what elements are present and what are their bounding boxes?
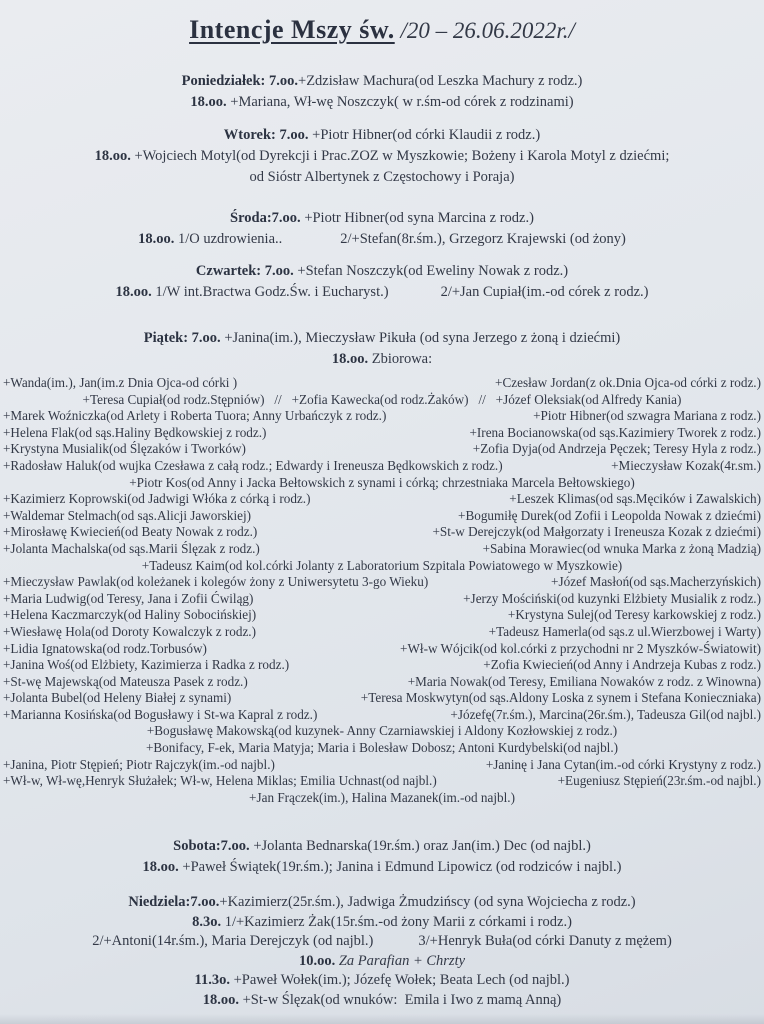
intention-text: +Tadeusz Kaim(od kol.córki Jolanty z Laboratorium Szpitala Powiatowego w Myszkowie) (141, 557, 623, 573)
intention-text-left: +Wł-w, Wł-wę,Henryk Służałek; Wł-w, Helena Miklas; Emilia Uchnast(od najbl.) (3, 773, 437, 789)
collective-intention-row (3, 707, 761, 724)
intention-text: +Paweł Świątek(19r.śm.); Janina i Edmund Lipowicz (od rodziców i najbl.) (178, 859, 622, 876)
intention-text: 1/+Kazimierz Żak(15r.śm.-od żony Marii z córkami i rodz.) (221, 913, 572, 930)
intention-text-left: +Jolanta Machalska(od sąs.Marii Ślęzak z rodz.) (3, 540, 260, 556)
time-label: 18.oo. (331, 351, 369, 367)
time-label: 18.oo. (138, 231, 175, 247)
saturday-schedule-line (0, 836, 764, 857)
intention-text: +Zdzisław Machura(od Leszka Machury z rodz.) (298, 73, 583, 89)
collective-intention-row (3, 740, 761, 757)
collective-intention-row (3, 790, 761, 807)
intention-text-right: +St-w Derejczyk(od Małgorzaty i Ireneusza Kozak z dziećmi) (432, 524, 761, 540)
time-label: 18.oo. (115, 284, 152, 300)
collective-intention-row (3, 591, 761, 608)
collective-intention-row (3, 757, 761, 774)
wednesday-schedule-line (0, 229, 764, 250)
intention-text-left: +Waldemar Stelmach(od sąs.Alicji Jaworskiej) (3, 507, 252, 523)
time-label: Poniedziałek: 7.oo. (181, 73, 299, 89)
time-label: Środa:7.oo. (230, 210, 301, 226)
intention-text: 1/O uzdrowienia.. (174, 231, 283, 247)
time-label: Czwartek: 7.oo. (195, 263, 294, 279)
intention-text: 3/+Henryk Buła(od córki Danuty z mężem) (418, 933, 672, 950)
spacer (282, 242, 340, 243)
time-label: Sobota:7.oo. (173, 838, 250, 855)
intention-text: +Paweł Wołek(im.); Józefę Wołek; Beata Lech (od najbl.) (229, 972, 570, 989)
intention-text-right: +Krystyna Sulej(od Teresy karkowskiej z rodz.) (507, 607, 761, 623)
intention-text-right: +Irena Bocianowska(od sąs.Kazimiery Tworek z rodz.) (469, 424, 761, 440)
day-block-tuesday (0, 125, 764, 188)
intention-text-right: +Bogumiłę Durek(od Zofii i Leopolda Nowak z dziećmi) (458, 507, 761, 523)
intention-text-right: +Józef Masłoń(od sąs.Macherzyńskich) (551, 574, 761, 590)
tuesday-schedule-line (0, 146, 764, 167)
intention-text: +Bonifacy, F-ek, Maria Matyja; Maria i Bolesław Dobosz; Antoni Kurdybelski(od najbl.) (145, 740, 619, 756)
tuesday-schedule-line (0, 125, 764, 146)
intention-text-left: +Wiesławę Hola(od Doroty Kowalczyk z rodz.) (3, 623, 256, 639)
intention-text: +Jan Frączek(im.), Halina Mazanek(im.-od najbl.) (249, 789, 515, 805)
intention-text: Za Parafian + Chrzty (335, 952, 466, 969)
weekday-schedule (0, 71, 764, 370)
intention-text-left: +Mieczysław Pawlak(od koleżanek i kolegów żony z Uniwersytetu 3-go Wieku) (3, 574, 429, 590)
intention-text: +St-w Ślęzak(od wnuków: Emila i Iwo z mamą Anną) (238, 991, 562, 1008)
intention-text-left: +Helena Flak(od sąs.Haliny Będkowskiej z rodz.) (3, 424, 267, 440)
monday-schedule-line (0, 71, 764, 92)
intention-text: 2/+Antoni(14r.śm.), Maria Derejczyk (od najbl.) (92, 933, 374, 950)
intention-text-left: +Mirosławę Kwiecień(od Beaty Nowak z rodz.) (3, 524, 258, 540)
intention-text-left: +Jolanta Bubel(od Heleny Białej z synami) (3, 690, 232, 706)
collective-intention-row (3, 558, 761, 575)
day-block-saturday (0, 836, 764, 878)
intention-text-left: +Helena Kaczmarczyk(od Haliny Sobocińskiej) (3, 607, 257, 623)
intention-text-right: +Eugeniusz Stępień(23r.śm.-od najbl.) (557, 773, 761, 789)
collective-intention-row (3, 641, 761, 658)
intention-text: +Piotr Hibner(od syna Marcina z rodz.) (300, 210, 534, 226)
collective-intention-row (3, 408, 761, 425)
time-label: 10.oo. (298, 952, 336, 969)
day-block-wednesday (0, 208, 764, 250)
intention-text: +Stefan Noszczyk(od Eweliny Nowak z rodz.) (293, 263, 569, 279)
collective-intention-row (3, 475, 761, 492)
intention-text: od Sióstr Albertynek z Częstochowy i Poraja) (249, 169, 515, 185)
intention-text-right: +Zofia Kwiecień(od Anny i Andrzeja Kubas z rodz.) (483, 657, 761, 673)
sunday-schedule-line (0, 893, 764, 913)
collective-intention-row (3, 441, 761, 458)
collective-intention-row (3, 773, 761, 790)
intention-text-left: +Janina Woś(od Elżbiety, Kazimierza i Radka z rodz.) (3, 657, 290, 673)
time-label: 8.3o. (192, 913, 222, 930)
intention-text-left: +Lidia Ignatowska(od rodz.Torbusów) (3, 640, 207, 656)
sunday-schedule-line (0, 952, 764, 972)
collective-intention-row (3, 674, 761, 691)
day-block-thursday (0, 261, 764, 303)
intention-text-right: +Tadeusz Hamerla(od sąs.z ul.Wierzbowej i Warty) (488, 623, 761, 639)
intention-text: 1/W int.Bractwa Godz.Św. i Eucharyst.) (151, 284, 389, 300)
intention-text-left: +Radosław Haluk(od wujka Czesława z całą rodz.; Edwardy i Ireneusza Będkowskich z rodz.) (3, 457, 503, 473)
time-label: 11.3o. (194, 972, 230, 989)
intention-text-right: +Janinę i Jana Cytan(im.-od córki Krystyny z rodz.) (485, 756, 761, 772)
collective-intention-row (3, 723, 761, 740)
collective-intention-row (3, 425, 761, 442)
intention-text-right: +Mieczysław Kozak(4r.sm.) (611, 457, 761, 473)
page-title (0, 15, 764, 45)
weekend-schedule (0, 836, 764, 1010)
collective-intention-row (3, 392, 761, 409)
sunday-schedule-line (0, 913, 764, 933)
intention-text-right: +Józefę(7r.śm.), Marcina(26r.śm.), Tadeusza Gil(od najbl.) (450, 706, 761, 722)
sunday-schedule-line (0, 991, 764, 1011)
collective-intention-row (3, 690, 761, 707)
intention-text-left: +Marek Woźniczka(od Arlety i Roberta Tuora; Anny Urbańczyk z rodz.) (3, 408, 387, 424)
sunday-schedule-line (0, 971, 764, 991)
intention-text-left: +Wanda(im.), Jan(im.z Dnia Ojca-od córki ) (3, 375, 238, 390)
day-block-friday (0, 328, 764, 370)
collective-intention-row (3, 508, 761, 525)
monday-schedule-line (0, 92, 764, 113)
collective-intention-row (3, 375, 761, 392)
intention-text: +Mariana, Wł-wę Noszczyk( w r.śm-od córek z rodzinami) (226, 94, 574, 110)
day-block-monday (0, 71, 764, 113)
tuesday-schedule-line (0, 167, 764, 188)
intention-text: +Jolanta Bednarska(19r.śm.) oraz Jan(im.) Dec (od najbl.) (249, 838, 591, 855)
collective-intention-row (3, 574, 761, 591)
collective-intention-row (3, 541, 761, 558)
intention-text-left: +Kazimierz Koprowski(od Jadwigi Włóka z córką i rodz.) (3, 491, 311, 507)
time-label: 18.oo. (94, 148, 131, 164)
intention-text-right: +Leszek Klimas(od sąs.Męcików i Zawalskich) (509, 491, 761, 507)
spacer (389, 295, 441, 296)
time-label: 18.oo. (142, 859, 179, 876)
thursday-schedule-line (0, 282, 764, 303)
intention-text: +Janina(im.), Mieczysław Pikuła (od syna Jerzego z żoną i dziećmi) (220, 330, 621, 346)
time-label: 18.oo. (190, 94, 227, 110)
collective-intention-row (3, 657, 761, 674)
intention-text-left: +Krystyna Musialik(od Ślęzaków i Tworków) (3, 441, 246, 457)
collective-intention-row (3, 524, 761, 541)
intention-text: 2/+Jan Cupiał(im.-od córek z rodz.) (440, 284, 649, 300)
intention-text-left: +Maria Ludwig(od Teresy, Jana i Zofii Ćwiląg) (3, 590, 254, 606)
intention-text-right: +Maria Nowak(od Teresy, Emiliana Nowaków z rodz. z Winowna) (407, 673, 761, 689)
collective-intention-row (3, 458, 761, 475)
thursday-schedule-line (0, 261, 764, 282)
time-label: 18.oo. (202, 991, 239, 1008)
intention-text: +Wojciech Motyl(od Dyrekcji i Prac.ZOZ w Myszkowie; Bożeny i Karola Motyl z dziećmi; (130, 148, 670, 164)
intention-text-left: +Marianna Kosińska(od Bogusławy i St-wa Kapral z rodz.) (3, 706, 318, 722)
day-block-sunday (0, 893, 764, 1010)
friday-schedule-line (0, 349, 764, 370)
intention-text-left: +Janina, Piotr Stępień; Piotr Rajczyk(im.-od najbl.) (3, 756, 275, 772)
collective-intention-row (3, 607, 761, 624)
intention-text: +Kazimierz(25r.śm.), Jadwiga Żmudzińscy (od syna Wojciecha z rodz.) (219, 894, 636, 911)
intention-text-right: +Zofia Dyja(od Andrzeja Pęczek; Teresy Hyla z rodz.) (472, 441, 761, 457)
sunday-schedule-line (0, 932, 764, 952)
intention-text: +Piotr Kos(od Anny i Jacka Bełtowskich z synami i córką; chrzestniaka Marcela Bełtowskiego) (129, 474, 635, 490)
intention-text-right: +Czesław Jordan(z ok.Dnia Ojca-od córki z rodz.) (495, 375, 761, 390)
intention-text: Zbiorowa: (368, 351, 433, 367)
intention-text: 2/+Stefan(8r.śm.), Grzegorz Krajewski (od żony) (340, 231, 626, 247)
saturday-schedule-line (0, 857, 764, 878)
title-text: Intencje Mszy św. (189, 15, 395, 44)
intention-text-right: +Teresa Moskwytyn(od sąs.Aldony Loska z synem i Stefana Konieczniaka) (360, 690, 761, 706)
title-date: /20 – 26.06.2022r./ (394, 18, 575, 43)
intention-text-right: +Jerzy Mościński(od kuzynki Elżbiety Musialik z rodz.) (463, 590, 761, 606)
time-label: Niedziela:7.oo. (128, 894, 220, 911)
intention-text: +Teresa Cupiał(od rodz.Stępniów) // +Zofia Kawecka(od rodz.Żaków) // +Józef Oleksiak(od Alfredy Kania) (82, 391, 682, 407)
intention-text-right: +Piotr Hibner(od szwagra Mariana z rodz.) (533, 408, 761, 424)
wednesday-schedule-line (0, 208, 764, 229)
intention-text-left: +St-wę Majewską(od Mateusza Pasek z rodz.) (3, 673, 248, 689)
collective-intention-row (3, 624, 761, 641)
intention-text: +Bogusławę Makowską(od kuzynek- Anny Czarniawskiej i Aldony Kozłowskiej z rodz.) (146, 723, 618, 739)
friday-schedule-line (0, 328, 764, 349)
intention-text-right: +Sabina Morawiec(od wnuka Marka z żoną Madzią) (482, 540, 761, 556)
spacer (373, 944, 418, 945)
intention-text-right: +Wł-w Wójcik(od kol.córki z przychodni nr 2 Myszków-Światowit) (400, 640, 761, 656)
time-label: Wtorek: 7.oo. (223, 127, 309, 143)
collective-intentions-list (0, 375, 764, 806)
collective-intention-row (3, 491, 761, 508)
time-label: Piątek: 7.oo. (143, 330, 221, 346)
intention-text: +Piotr Hibner(od córki Klaudii z rodz.) (308, 127, 541, 143)
